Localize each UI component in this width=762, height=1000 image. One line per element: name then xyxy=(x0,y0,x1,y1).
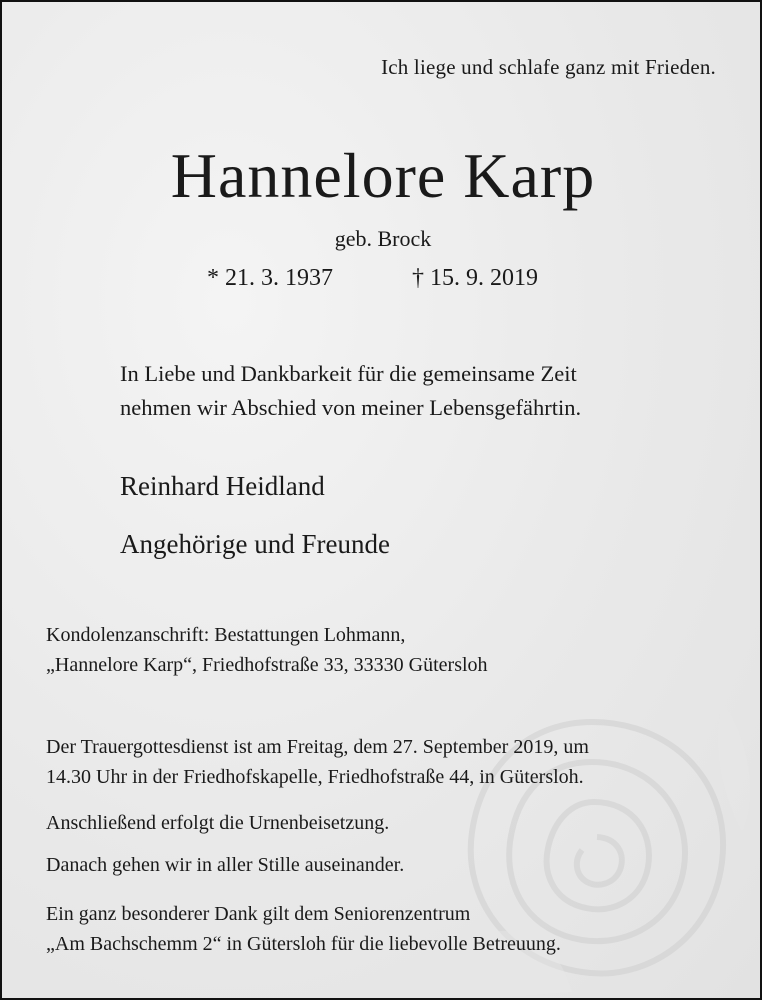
thanks-note xyxy=(46,899,561,959)
condolence-line: „Hannelore Karp“, Friedhofstraße 33, 33330 Gütersloh xyxy=(46,654,488,676)
farewell-text xyxy=(120,357,581,425)
farewell-line: nehmen wir Abschied von meiner Lebensgefährtin. xyxy=(120,395,582,420)
birth-date: * 21. 3. 1937 xyxy=(207,265,333,291)
motto-verse: Ich liege und schlafe ganz mit Frieden. xyxy=(381,55,716,79)
service-line: 14.30 Uhr in der Friedhofskapelle, Friedhofstraße 44, in Gütersloh. xyxy=(46,766,584,788)
mourner-name: Reinhard Heidland xyxy=(120,471,325,501)
condolence-line: Kondolenzanschrift: Bestattungen Lohmann, xyxy=(46,624,406,646)
service-info xyxy=(46,732,589,792)
condolence-address xyxy=(46,620,488,680)
mourners-list xyxy=(120,457,390,573)
service-line: Der Trauergottesdienst ist am Freitag, dem 27. September 2019, um xyxy=(46,736,589,758)
deceased-name: Hannelore Karp xyxy=(170,140,596,211)
silence-note: Danach gehen wir in aller Stille auseinander. xyxy=(46,854,405,876)
thanks-line: „Am Bachschemm 2“ in Gütersloh für die liebevolle Betreuung. xyxy=(46,933,561,955)
farewell-line: In Liebe und Dankbarkeit für die gemeinsame Zeit xyxy=(120,361,577,386)
mourner-name: Angehörige und Freunde xyxy=(120,529,390,559)
thanks-line: Ein ganz besonderer Dank gilt dem Seniorenzentrum xyxy=(46,903,471,925)
death-date: † 15. 9. 2019 xyxy=(412,265,538,291)
urn-burial-note: Anschließend erfolgt die Urnenbeisetzung. xyxy=(46,812,390,834)
birth-name: geb. Brock xyxy=(334,226,432,251)
